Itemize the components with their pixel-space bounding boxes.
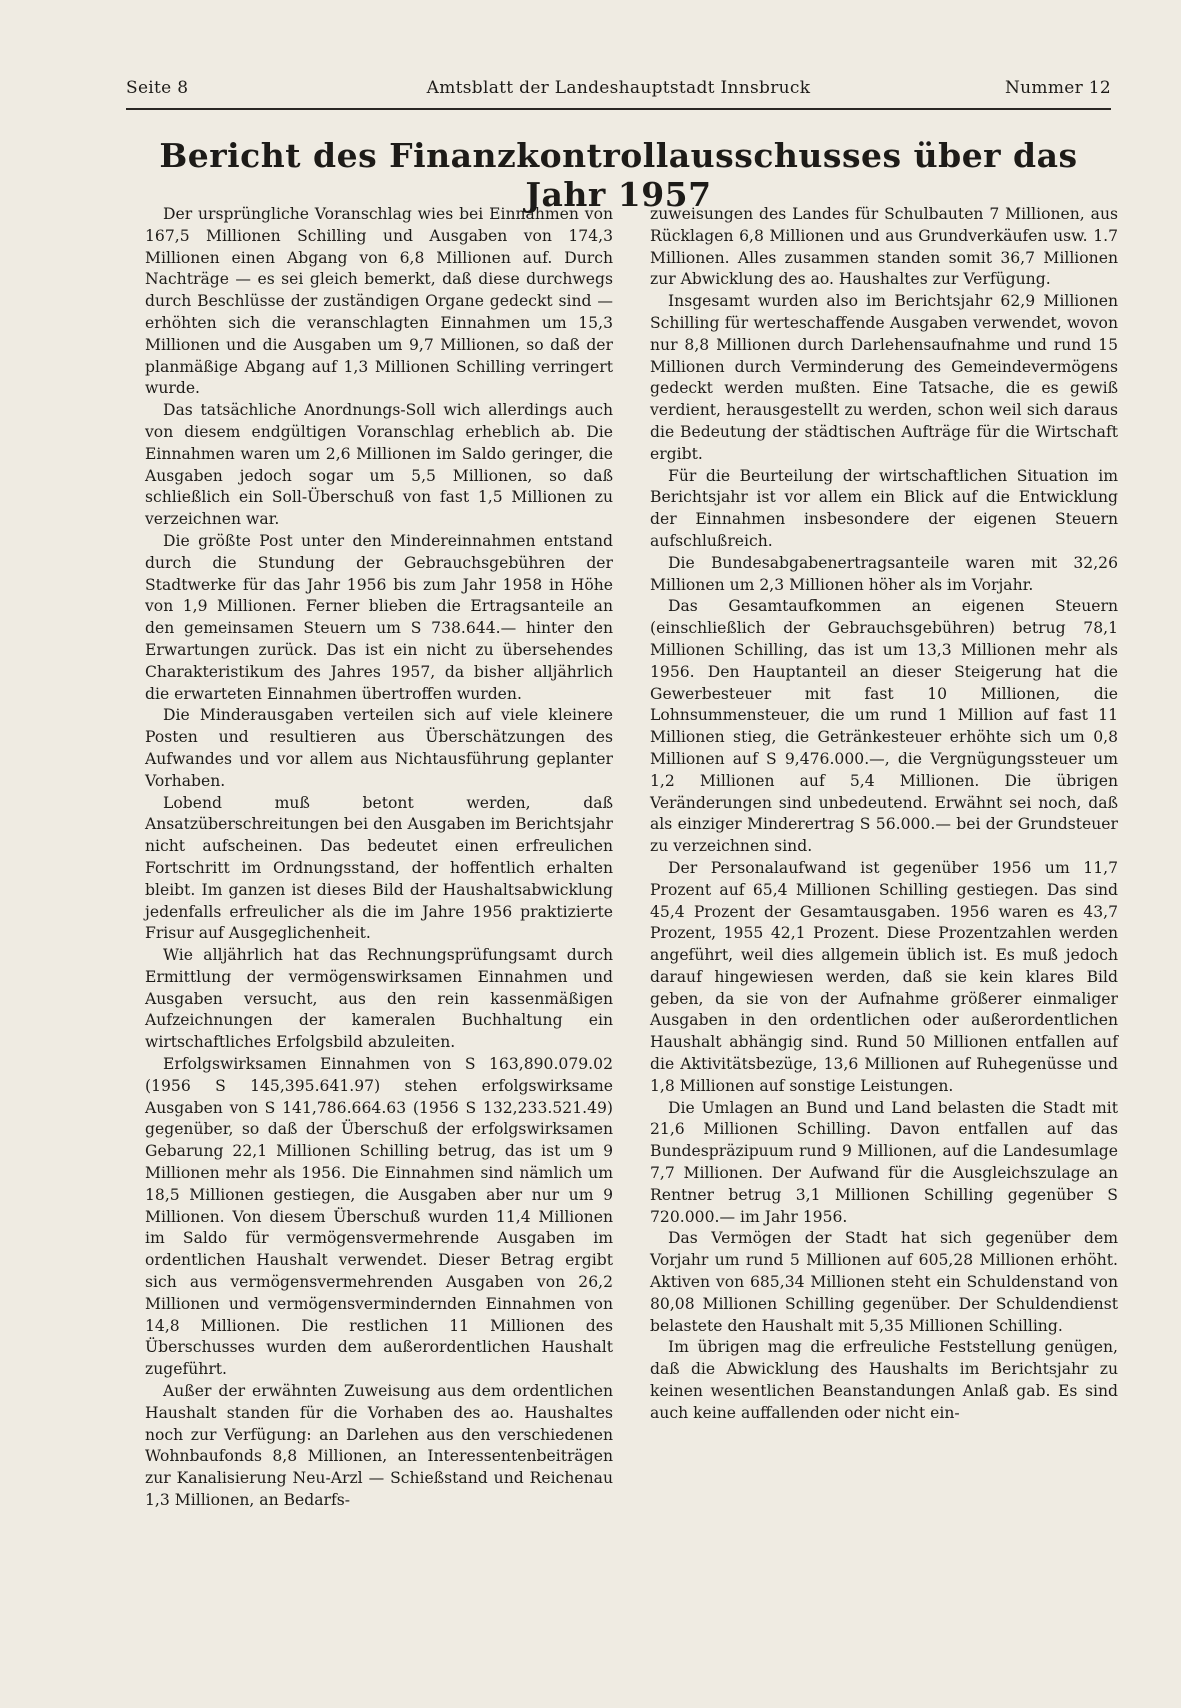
paragraph: Insgesamt wurden also im Berichtsjahr 62,9 Millionen Schilling für werteschaffende Ausgaben verwendet, wovon nur 8,8 Millionen durch Darlehensaufnahme und rund 15 Millionen durch Verminderung des Gemeindevermögens gedeckt werden mußten. Eine Tatsache, die es gewiß verdient, herausgestellt zu werden, schon weil sich daraus die Bedeutung der städtischen Aufträge für die Wirtschaft ergibt. (650, 292, 1118, 463)
paragraph: Die Umlagen an Bund und Land belasten die Stadt mit 21,6 Millionen Schilling. Davon entfallen auf das Bundespräzipuum rund 9 Millionen, auf die Landesumlage 7,7 Millionen. Der Aufwand für die Ausgleichszulage an Rentner betrug 3,1 Millionen Schilling gegenüber S 720.000.— im Jahr 1956. (650, 1098, 1118, 1226)
paragraph: Wie alljährlich hat das Rechnungsprüfungsamt durch Ermittlung der vermögenswirksamen Einnahmen und Ausgaben versucht, aus den rein kassenmäßigen Aufzeichnungen der kameralen Buchhaltung ein wirtschaftliches Erfolgsbild abzuleiten. (145, 946, 613, 1052)
paragraph: Die Minderausgaben verteilen sich auf viele kleinere Posten und resultieren aus Überschätzungen des Aufwandes und vor allem aus Nichtausführung geplanter Vorhaben. (145, 706, 613, 790)
paragraph: Für die Beurteilung der wirtschaftlichen Situation im Berichtsjahr ist vor allem ein Blick auf die Entwicklung der Einnahmen insbesondere der eigenen Steuern aufschlußreich. (650, 466, 1118, 550)
paragraph: Das Vermögen der Stadt hat sich gegenüber dem Vorjahr um rund 5 Millionen auf 605,28 Millionen erhöht. Aktiven von 685,34 Millionen steht ein Schuldenstand von 80,08 Millionen Schilling gegenüber. Der Schuldendienst belastete den Haushalt mit 5,35 Millionen Schilling. (650, 1229, 1118, 1335)
article-title: Bericht des Finanzkontrollausschusses über das Jahr 1957 (159, 136, 1078, 214)
paragraph: Die größte Post unter den Mindereinnahmen entstand durch die Stundung der Gebrauchsgebühren der Stadtwerke für das Jahr 1956 bis zum Jahr 1958 in Höhe von 1,9 Millionen. Ferner blieben die Ertragsanteile an den gemeinsamen Steuern um S 738.644.— hinter den Erwartungen zurück. Das ist ein nicht zu übersehendes Charakteristikum des Jahres 1957, da bisher alljährlich die erwarteten Einnahmen übertroffen wurden. (145, 531, 613, 703)
paragraph: Die Bundesabgabenertragsanteile waren mit 32,26 Millionen um 2,3 Millionen höher als im Vorjahr. (650, 553, 1118, 594)
page-number: Seite 8 (126, 78, 189, 98)
paragraph: Das Gesamtaufkommen an eigenen Steuern (einschließlich der Gebrauchsgebühren) betrug 78,1 Millionen Schilling, das ist um 13,3 Millionen mehr als 1956. Den Hauptanteil an dieser Steigerung hat die Gewerbesteuer mit fast 10 Millionen, die Lohnsummensteuer, die um rund 1 Million auf fast 11 Millionen stieg, die Getränkesteuer erhöhte sich um 0,8 Millionen auf S 9,476.000.—, die Vergnügungssteuer um 1,2 Millionen auf 5,4 Millionen. Die übrigen Veränderungen sind unbedeutend. Erwähnt sei noch, daß als einziger Minderertrag S 56.000.— bei der Grundsteuer zu verzeichnen sind. (650, 597, 1118, 856)
issue-number: Nummer 12 (1005, 78, 1111, 98)
right-column (650, 204, 1118, 1425)
paragraph: Das tatsächliche Anordnungs-Soll wich allerdings auch von diesem endgültigen Voranschlag erheblich ab. Die Einnahmen waren um 2,6 Millionen im Saldo geringer, die Ausgaben jedoch sogar um 5,5 Millionen, so daß schließlich ein Soll-Überschuß von fast 1,5 Millionen zu verzeichnen war. (145, 401, 613, 529)
header-rule (126, 108, 1111, 110)
paragraph: Außer der erwähnten Zuweisung aus dem ordentlichen Haushalt standen für die Vorhaben des ao. Haushaltes noch zur Verfügung: an Darlehen aus den verschiedenen Wohnbaufonds 8,8 Millionen, an Interessentenbeiträgen zur Kanalisierung Neu-Arzl — Schießstand und Reichenau 1,3 Millionen, an Bedarfs- (145, 1382, 613, 1510)
paragraph: Im übrigen mag die erfreuliche Feststellung genügen, daß die Abwicklung des Haushalts im Berichtsjahr zu keinen wesentlichen Beanstandungen Anlaß gab. Es sind auch keine auffallenden oder nicht ein- (650, 1338, 1118, 1422)
paragraph: Der ursprüngliche Voranschlag wies bei Einnahmen von 167,5 Millionen Schilling und Ausgaben von 174,3 Millionen einen Abgang von 6,8 Millionen auf. Durch Nachträge — es sei gleich bemerkt, daß diese durchwegs durch Beschlüsse der zuständigen Organe gedeckt sind — erhöhten sich die veranschlagten Einnahmen um 15,3 Millionen und die Ausgaben um 9,7 Millionen, so daß der planmäßige Abgang auf 1,3 Millionen Schilling verringert wurde. (145, 205, 613, 398)
paragraph: Erfolgswirksamen Einnahmen von S 163,890.079.02 (1956 S 145,395.641.97) stehen erfolgswirksame Ausgaben von S 141,786.664.63 (1956 S 132,233.521.49) gegenüber, so daß der Überschuß der erfolgswirksamen Gebarung 22,1 Millionen Schilling betrug, das ist um 9 Millionen mehr als 1956. Die Einnahmen sind nämlich um 18,5 Millionen gestiegen, die Ausgaben aber nur um 9 Millionen. Von diesem Überschuß wurden 11,4 Millionen im Saldo für vermögensvermehrende Ausgaben im ordentlichen Haushalt verwendet. Dieser Betrag ergibt sich aus vermögensvermehrenden Ausgaben von 26,2 Millionen und vermögensvermindernden Einnahmen von 14,8 Millionen. Die restlichen 11 Millionen des Überschusses wurden dem außerordentlichen Haushalt zugeführt. (145, 1055, 613, 1379)
paragraph: Lobend muß betont werden, daß Ansatzüberschreitungen bei den Ausgaben im Berichtsjahr nicht aufscheinen. Das bedeutet einen erfreulichen Fortschritt im Ordnungsstand, der hoffentlich erhalten bleibt. Im ganzen ist dieses Bild der Haushaltsabwicklung jedenfalls erfreulicher als die im Jahre 1956 praktizierte Frisur auf Ausgeglichenheit. (145, 793, 613, 943)
paragraph: Der Personalaufwand ist gegenüber 1956 um 11,7 Prozent auf 65,4 Millionen Schilling gestiegen. Das sind 45,4 Prozent der Gesamtausgaben. 1956 waren es 43,7 Prozent, 1955 42,1 Prozent. Diese Prozentzahlen werden angeführt, weil dies allgemein üblich ist. Es muß jedoch darauf hingewiesen werden, daß sie kein klares Bild geben, da sie von der Aufnahme größerer einmaliger Ausgaben in den ordentlichen oder außerordentlichen Haushalt abhängig sind. Rund 50 Millionen entfallen auf die Aktivitätsbezüge, 13,6 Millionen auf Ruhegenüsse und 1,8 Millionen auf sonstige Leistungen. (650, 858, 1118, 1095)
left-column (145, 204, 613, 1512)
publication-title: Amtsblatt der Landeshauptstadt Innsbruck (426, 78, 811, 98)
paragraph-continuation: zuweisungen des Landes für Schulbauten 7 Millionen, aus Rücklagen 6,8 Millionen und aus Grundverkäufen usw. 1.7 Millionen. Alles zusammen standen somit 36,7 Millionen zur Abwicklung des ao. Haushaltes zur Verfügung. (650, 205, 1118, 289)
page-header (126, 78, 1111, 104)
